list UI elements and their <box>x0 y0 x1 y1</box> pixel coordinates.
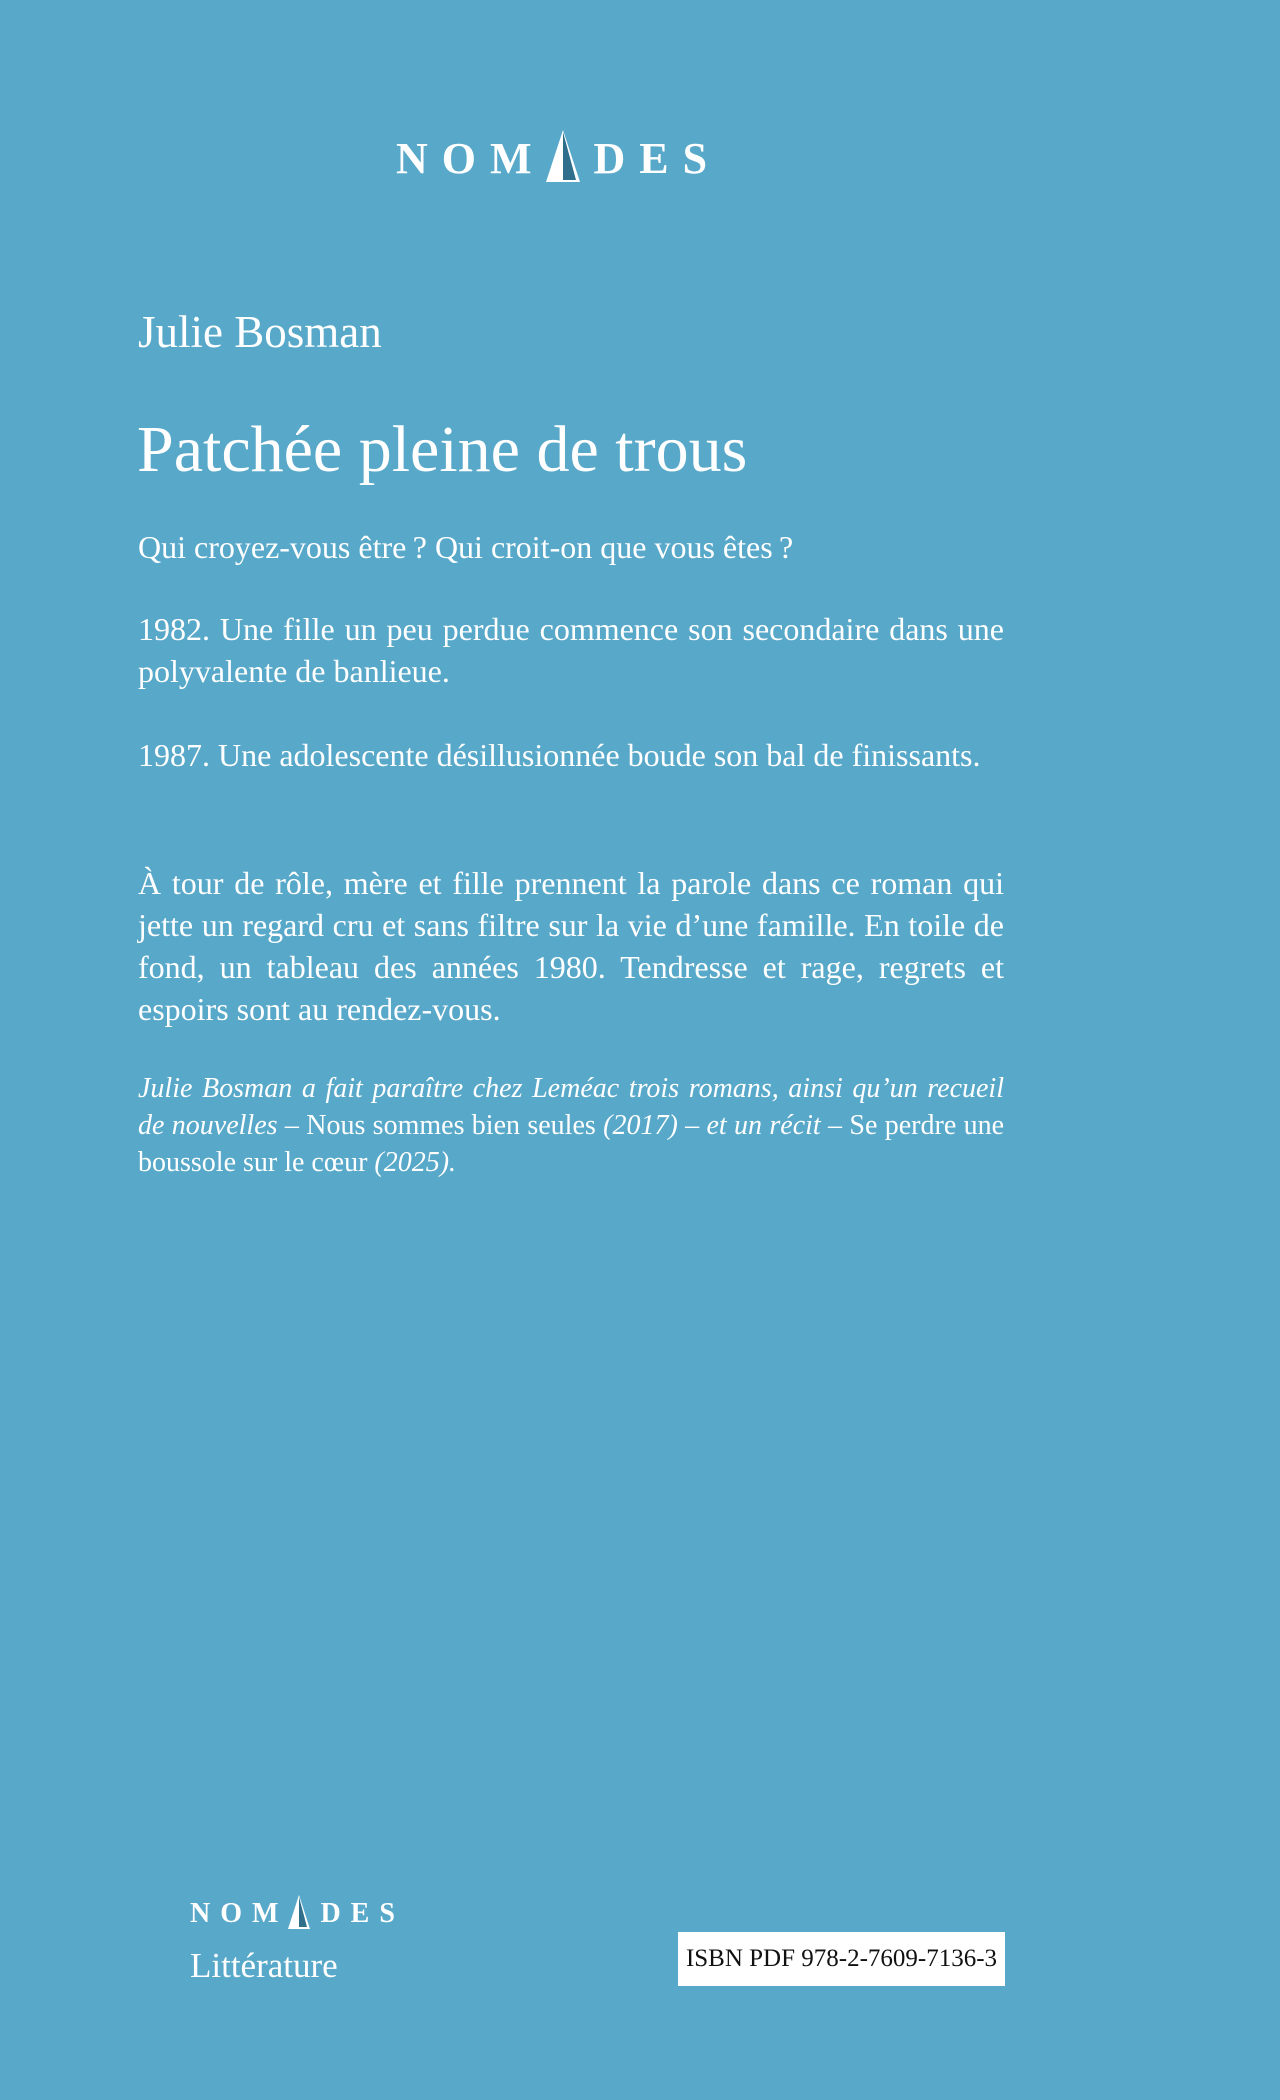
sail-triangle-icon <box>288 1895 310 1929</box>
author-name: Julie Bosman <box>138 307 382 357</box>
author-bio <box>138 1070 1004 1181</box>
logo-text-right: DES <box>593 134 722 183</box>
book-title: Patchée pleine de trous <box>137 413 748 486</box>
publisher-logo-top <box>396 132 721 184</box>
logo-text-left: NOM <box>190 1898 289 1929</box>
bio-text: Julie Bosman a fait paraître chez Leméac trois romans, ainsi qu’un recueil de nouvelles – <box>138 1073 1004 1141</box>
collection-name: Littérature <box>190 1946 338 1985</box>
publisher-logo-bottom <box>190 1896 405 1930</box>
summary-paragraph: Qui croyez-vous être ? Qui croit-on que vous êtes ? <box>138 529 794 565</box>
summary-paragraph: 1982. Une fille un peu perdue commence son secondaire dans une polyvalente de banlieue. <box>138 611 1004 689</box>
logo-text-right: DES <box>320 1898 405 1929</box>
summary-paragraph: 1987. Une adolescente désillusionnée boude son bal de finissants. <box>138 737 981 773</box>
isbn-label: ISBN PDF 978-2-7609-7136-3 <box>678 1932 1005 1986</box>
bio-text: (2025). <box>367 1147 457 1178</box>
bio-book-title: Se perdre une boussole sur le cœur <box>138 1110 1005 1178</box>
sail-triangle-icon <box>546 130 580 182</box>
summary-paragraph: À tour de rôle, mère et fille prennent la parole dans ce roman qui jette un regard cru et sans filtre sur la vie d’une famille. En toile de fond, un tableau des années 1980. Tendresse et rage, regrets et espoirs sont au rendez-vous. <box>138 865 1004 1027</box>
bio-book-title: Nous sommes bien seules <box>306 1110 596 1141</box>
bio-text: (2017) – et un récit – <box>595 1110 850 1141</box>
logo-text-left: NOM <box>396 134 546 183</box>
